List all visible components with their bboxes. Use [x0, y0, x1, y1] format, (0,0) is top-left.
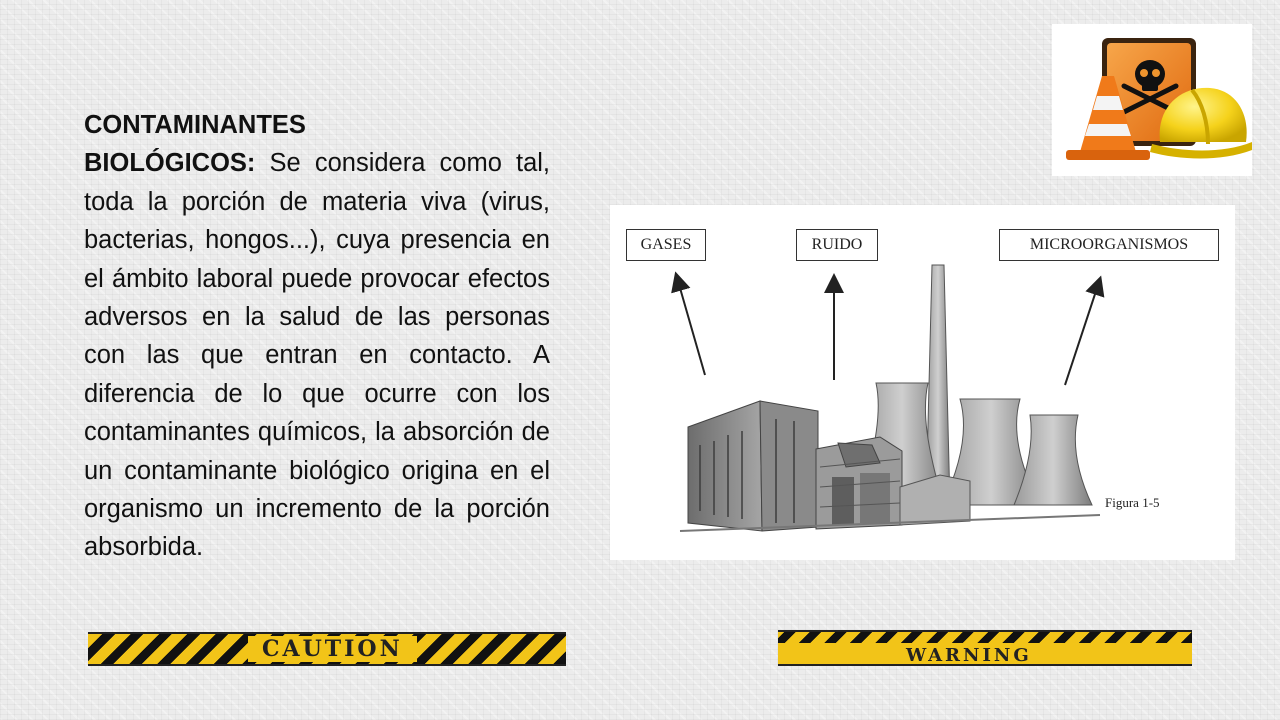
warning-stripes [778, 632, 1192, 643]
caution-tape [88, 632, 566, 666]
text-block [84, 106, 550, 567]
label-ruido: RUIDO [796, 229, 878, 261]
heading: CONTAMINANTES [84, 111, 306, 139]
term-label: BIOLÓGICOS: [84, 149, 256, 178]
warning-label: WARNING [906, 645, 1032, 666]
label-gases: GASES [626, 229, 706, 261]
body-text: Se considera como tal, toda la porción de materia viva (virus, bacterias, hongos...), cuya presencia en el ámbito laboral puede provocar efectos adversos en la salud de las personas con las que entran en contacto. A diferencia de lo que ocurre con los contaminantes químicos, la absorción de un contaminante biológico origina en el organismo un incremento de la porción absorbida. [84, 149, 550, 562]
label-microorganismos: MICROORGANISMOS [999, 229, 1219, 261]
caution-label: CAUTION [248, 636, 417, 662]
hazard-sign-icon [1052, 24, 1252, 176]
warning-tape [778, 630, 1192, 666]
power-plant-figure [610, 205, 1235, 560]
hazard-image [1052, 24, 1252, 176]
figure-caption: Figura 1-5 [1105, 495, 1160, 510]
